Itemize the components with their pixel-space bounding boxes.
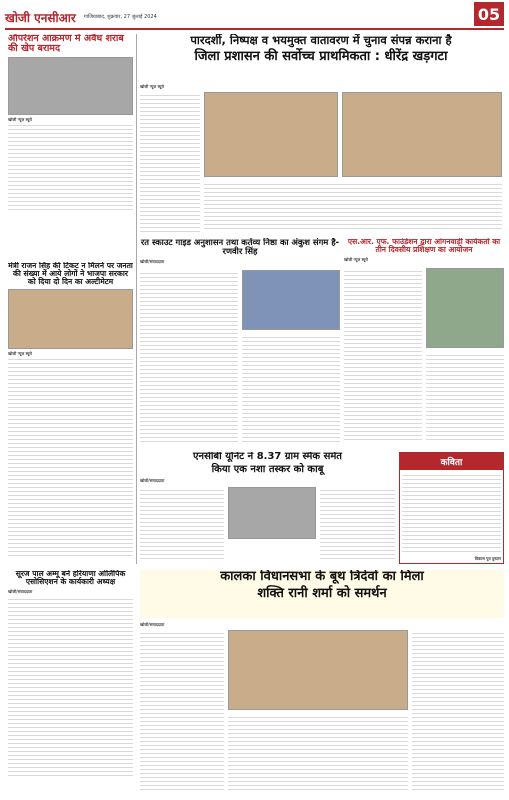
story-ncb xyxy=(140,452,395,564)
body-anganwadi-col1 xyxy=(344,268,422,443)
headline-ncb-line1: एनसीबी यूनिट ने 8.37 ग्राम स्मैक समेत xyxy=(192,452,343,462)
body-ncb-col1 xyxy=(140,487,224,562)
story-main-headline xyxy=(140,34,502,80)
story-kalka-body xyxy=(140,622,504,794)
body-kalka-col1 xyxy=(140,630,224,792)
photo-main-meeting xyxy=(204,92,338,177)
body-kalka-col2 xyxy=(228,714,408,792)
body-anganwadi-col2 xyxy=(426,352,504,443)
headline-kalka-line1: कालका विधानसभा के बूथ त्रिदेवों का मिला xyxy=(220,570,424,584)
headline-anganwadi: एस.आर. एफ. फाउंडेशन द्वारा आंगनवाड़ी कार्यकर्ता का तीन दिवसीय प्रशिक्षण का आयोजन xyxy=(347,238,501,254)
headline-kalka-line2: शक्ति रानी शर्मा को समर्थन xyxy=(257,585,387,601)
body-ncb-col2 xyxy=(320,487,395,562)
photo-ncb xyxy=(228,487,316,539)
headline-rajan-singh: मंत्री राजन सिंह की टिकट न मिलने पर जनता की संख्या में आये लोगों ने भाजपा सरकार को दिया दो दिन का अल्टीमेटम xyxy=(8,262,133,286)
story-kalka-headline xyxy=(140,570,504,618)
byline-anganwadi: खोजी न्यूज ब्यूरो xyxy=(344,256,368,262)
photo-kalka xyxy=(228,630,408,710)
byline-main: खोजी न्यूज ब्यूरो xyxy=(140,84,164,89)
headline-main-line2: जिला प्रशासन की सर्वोच्च प्राथमिकता : धीरेंद्र खड़गटा xyxy=(194,49,448,65)
body-main-cols xyxy=(204,181,502,231)
headline-ncb-line2: किया एक नशा तस्कर को काबू xyxy=(211,463,324,475)
photo-scouts xyxy=(242,270,340,330)
body-main-col1 xyxy=(140,92,200,232)
headline-olympic: सूरज पाल अम्मू बने हरियाणा ओलिंपिक एसोसिएशन के कार्यकारी अध्यक्ष xyxy=(15,570,126,586)
body-rajan-singh xyxy=(8,356,133,556)
body-scouts-col2 xyxy=(242,334,340,445)
story-anganwadi xyxy=(344,238,504,448)
photo-rajan-singh xyxy=(8,289,133,349)
byline-kalka: खोजी/संवाददाता xyxy=(140,622,165,627)
headline-scouts: रत स्काउट गाइड अनुशासन तथा कर्तव्य निष्ठा का अंकुश संगम है-रणवीर सिंह xyxy=(140,238,340,256)
byline-rajan-singh: खोजी न्यूज ब्यूरो xyxy=(8,350,32,356)
photo-liquor xyxy=(8,57,133,115)
brand-name: खोजी एनसीआर xyxy=(5,10,76,25)
headline-liquor: ऑपरेशन आक्रमण में अवैध शराब की खेप बरामद xyxy=(8,34,124,54)
page-number: 05 xyxy=(474,2,504,26)
column-rule xyxy=(136,34,137,564)
byline-olympic: खोजी/संवाददाता xyxy=(8,588,33,594)
poem-title: कविता xyxy=(400,453,503,470)
masthead xyxy=(5,6,504,30)
byline-liquor: खोजी न्यूज ब्यूरो xyxy=(8,116,32,122)
body-kalka-col3 xyxy=(412,630,504,792)
photo-main-officials xyxy=(342,92,502,177)
story-rajan-singh xyxy=(8,262,133,562)
story-scouts xyxy=(140,238,340,448)
byline-scouts: खोजी/संवाददाता xyxy=(140,258,165,264)
story-liquor xyxy=(8,34,133,219)
poem-box xyxy=(399,452,504,564)
story-olympic xyxy=(8,570,133,795)
body-liquor xyxy=(8,122,133,212)
poem-body xyxy=(402,472,501,554)
headline-main-line1: पारदर्शी, निष्पक्ष व भयमुक्त वातावरण में चुनाव संपन्न कराना है xyxy=(190,34,452,47)
byline-ncb: खोजी/संवाददाता xyxy=(140,478,165,483)
story-main-body xyxy=(140,84,502,234)
poem-byline: विकास पुत्र दुष्प्रान xyxy=(474,556,501,561)
photo-anganwadi xyxy=(426,268,504,348)
dateline: गाजियाबाद, शुक्रवार, 27 जुलाई 2024 xyxy=(83,14,157,20)
body-scouts-col1 xyxy=(140,270,238,445)
body-olympic xyxy=(8,596,133,776)
